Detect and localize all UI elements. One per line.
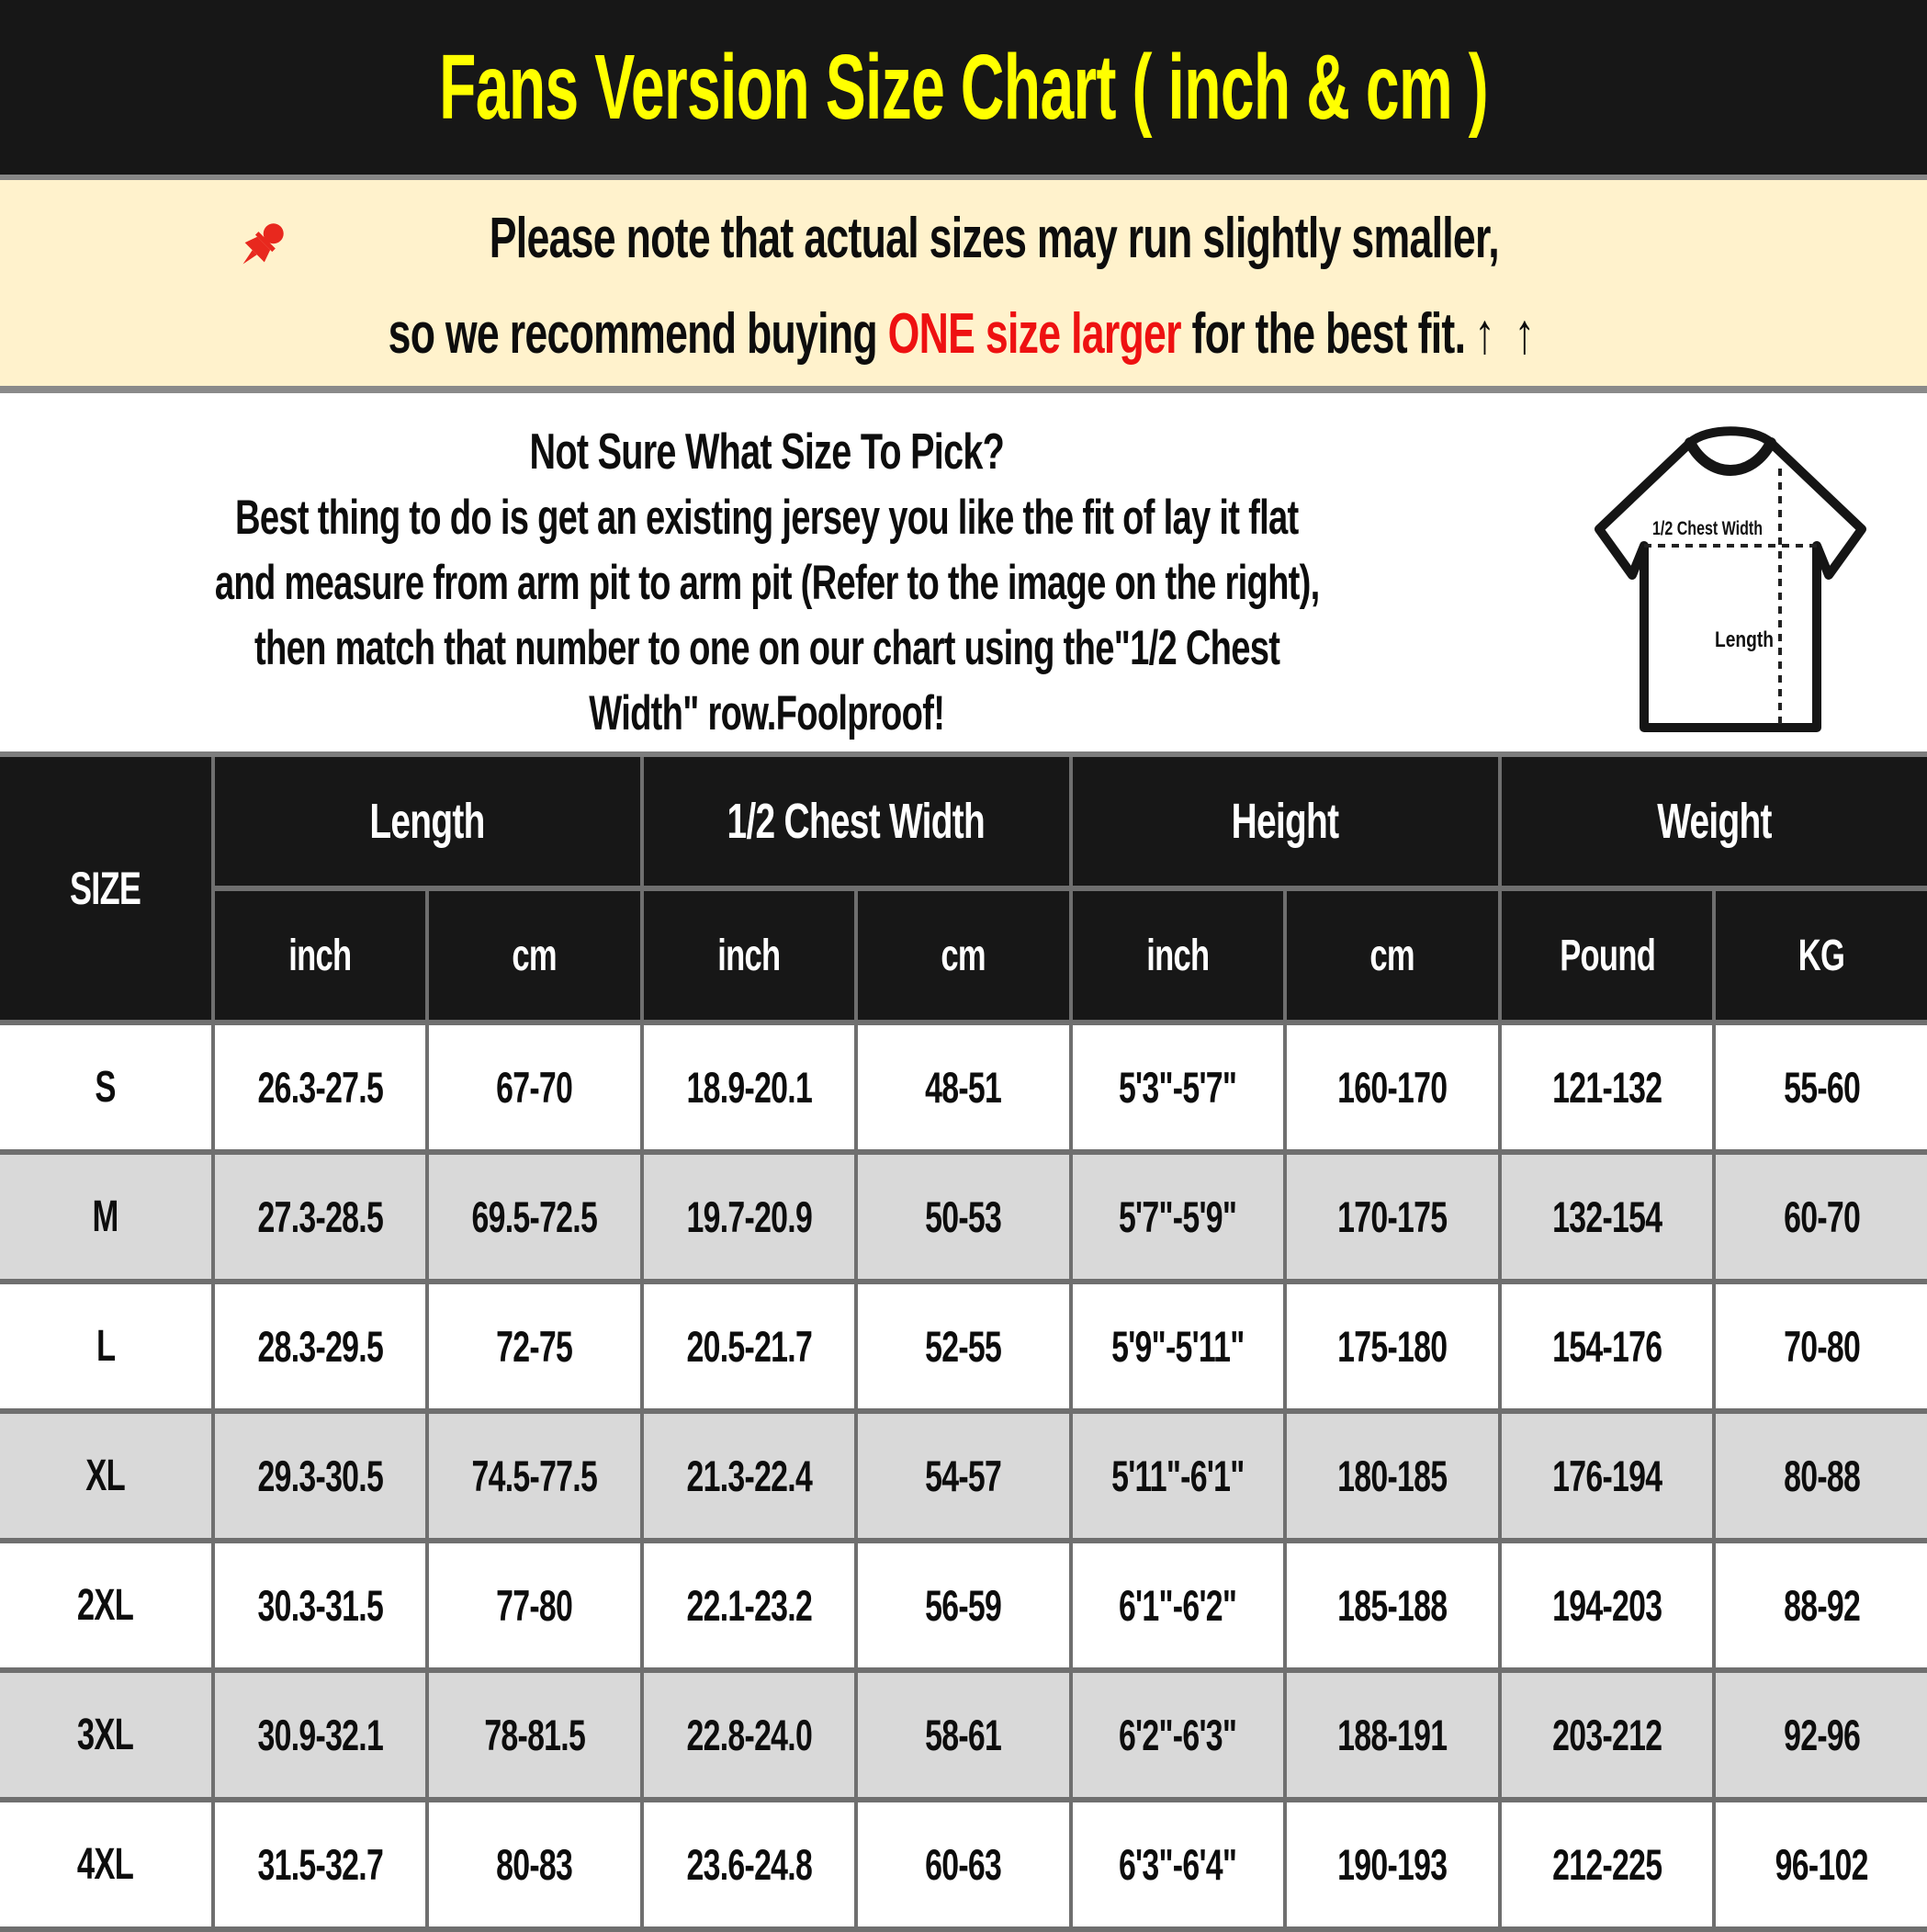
table-cell-4xl-3: 60-63 <box>858 1802 1069 1926</box>
note-text-2-suffix: for the best fit. <box>1180 301 1466 366</box>
table-cell-2xl-5: 185-188 <box>1287 1543 1498 1667</box>
size-guide <box>0 393 1927 751</box>
table-cell-l-5: 175-180 <box>1287 1284 1498 1408</box>
table-cell-l-0: 28.3-29.5 <box>215 1284 426 1408</box>
note-text-1: Please note that actual sizes may run slightly smaller, <box>489 206 1499 270</box>
table-cell-3xl-4: 6'2"-6'3" <box>1073 1673 1284 1797</box>
table-cell-xl-0: 29.3-30.5 <box>215 1414 426 1538</box>
table-cell-s-4: 5'3"-5'7" <box>1073 1025 1284 1149</box>
size-cell-s: S <box>0 1025 211 1149</box>
table-header-1-2-chest-width: 1/2 Chest Width <box>644 757 1069 886</box>
tshirt-diagram <box>1592 423 1869 737</box>
guide-text <box>0 393 1534 751</box>
table-cell-3xl-3: 58-61 <box>858 1673 1069 1797</box>
recommendation-note <box>0 180 1927 386</box>
size-cell-3xl: 3XL <box>0 1673 211 1797</box>
table-subheader-length-inch: inch <box>215 891 426 1020</box>
table-cell-4xl-4: 6'3"-6'4" <box>1073 1802 1284 1926</box>
table-cell-2xl-1: 77-80 <box>429 1543 640 1667</box>
guide-line: then match that number to one on our chart using the"1/2 Chest <box>254 621 1280 675</box>
table-cell-xl-4: 5'11"-6'1" <box>1073 1414 1284 1538</box>
one-size-larger-highlight: ONE size larger <box>887 301 1181 366</box>
table-cell-m-1: 69.5-72.5 <box>429 1155 640 1279</box>
pushpin-icon <box>232 216 291 275</box>
table-cell-m-3: 50-53 <box>858 1155 1069 1279</box>
table-cell-l-7: 70-80 <box>1716 1284 1927 1408</box>
table-cell-3xl-1: 78-81.5 <box>429 1673 640 1797</box>
table-cell-xl-1: 74.5-77.5 <box>429 1414 640 1538</box>
size-cell-4xl: 4XL <box>0 1802 211 1926</box>
table-cell-s-7: 55-60 <box>1716 1025 1927 1149</box>
table-cell-xl-7: 80-88 <box>1716 1414 1927 1538</box>
table-header-weight: Weight <box>1502 757 1927 886</box>
table-cell-3xl-6: 203-212 <box>1502 1673 1713 1797</box>
table-cell-s-3: 48-51 <box>858 1025 1069 1149</box>
table-cell-3xl-7: 92-96 <box>1716 1673 1927 1797</box>
note-line-2 <box>164 286 1763 381</box>
size-column-header: SIZE <box>0 757 211 1020</box>
up-arrows: ↑ ↑ <box>1474 301 1539 366</box>
table-cell-l-2: 20.5-21.7 <box>644 1284 855 1408</box>
table-cell-m-4: 5'7"-5'9" <box>1073 1155 1284 1279</box>
table-cell-s-5: 160-170 <box>1287 1025 1498 1149</box>
table-cell-l-3: 52-55 <box>858 1284 1069 1408</box>
table-cell-l-1: 72-75 <box>429 1284 640 1408</box>
table-cell-4xl-2: 23.6-24.8 <box>644 1802 855 1926</box>
chest-width-label: 1/2 Chest Width <box>1652 518 1764 539</box>
table-cell-3xl-2: 22.8-24.0 <box>644 1673 855 1797</box>
table-cell-s-2: 18.9-20.1 <box>644 1025 855 1149</box>
table-header-height: Height <box>1073 757 1498 886</box>
table-header-length: Length <box>215 757 640 886</box>
table-cell-4xl-6: 212-225 <box>1502 1802 1713 1926</box>
table-cell-l-4: 5'9"-5'11" <box>1073 1284 1284 1408</box>
table-cell-m-0: 27.3-28.5 <box>215 1155 426 1279</box>
table-cell-m-6: 132-154 <box>1502 1155 1713 1279</box>
size-cell-2xl: 2XL <box>0 1543 211 1667</box>
table-cell-xl-3: 54-57 <box>858 1414 1069 1538</box>
table-cell-3xl-5: 188-191 <box>1287 1673 1498 1797</box>
table-cell-s-1: 67-70 <box>429 1025 640 1149</box>
table-cell-s-6: 121-132 <box>1502 1025 1713 1149</box>
table-cell-2xl-4: 6'1"-6'2" <box>1073 1543 1284 1667</box>
size-cell-l: L <box>0 1284 211 1408</box>
note-text-2 <box>389 301 1539 367</box>
table-subheader-1-2-chest-width-inch: inch <box>644 891 855 1020</box>
divider <box>0 386 1927 393</box>
table-cell-l-6: 154-176 <box>1502 1284 1713 1408</box>
table-subheader-height-cm: cm <box>1287 891 1498 1020</box>
guide-line: Best thing to do is get an existing jersey you like the fit of lay it flat <box>235 491 1299 545</box>
table-cell-2xl-6: 194-203 <box>1502 1543 1713 1667</box>
note-text-2-prefix: so we recommend buying <box>388 301 888 366</box>
tshirt-diagram-wrap <box>1534 393 1927 751</box>
size-cell-m: M <box>0 1155 211 1279</box>
table-cell-xl-2: 21.3-22.4 <box>644 1414 855 1538</box>
guide-line: Width" row.Foolproof! <box>589 686 945 740</box>
title-banner <box>0 0 1927 175</box>
table-subheader-length-cm: cm <box>429 891 640 1020</box>
table-cell-4xl-0: 31.5-32.7 <box>215 1802 426 1926</box>
chart-title: Fans Version Size Chart ( inch & cm ) <box>439 35 1488 139</box>
table-cell-m-7: 60-70 <box>1716 1155 1927 1279</box>
table-cell-xl-5: 180-185 <box>1287 1414 1498 1538</box>
size-table <box>0 751 1927 1932</box>
note-line-1 <box>232 190 1696 286</box>
table-subheader-height-inch: inch <box>1073 891 1284 1020</box>
guide-heading: Not Sure What Size To Pick? <box>529 423 1005 480</box>
table-cell-m-2: 19.7-20.9 <box>644 1155 855 1279</box>
table-subheader-weight-kg: KG <box>1716 891 1927 1020</box>
table-cell-m-5: 170-175 <box>1287 1155 1498 1279</box>
table-cell-4xl-7: 96-102 <box>1716 1802 1927 1926</box>
guide-line: and measure from arm pit to arm pit (Refer to the image on the right), <box>214 556 1320 610</box>
size-cell-xl: XL <box>0 1414 211 1538</box>
table-subheader-weight-pound: Pound <box>1502 891 1713 1020</box>
table-cell-3xl-0: 30.9-32.1 <box>215 1673 426 1797</box>
table-cell-2xl-3: 56-59 <box>858 1543 1069 1667</box>
table-cell-2xl-7: 88-92 <box>1716 1543 1927 1667</box>
table-cell-s-0: 26.3-27.5 <box>215 1025 426 1149</box>
table-cell-4xl-1: 80-83 <box>429 1802 640 1926</box>
table-cell-2xl-2: 22.1-23.2 <box>644 1543 855 1667</box>
length-label: Length <box>1715 627 1775 652</box>
table-subheader-1-2-chest-width-cm: cm <box>858 891 1069 1020</box>
table-cell-2xl-0: 30.3-31.5 <box>215 1543 426 1667</box>
table-cell-xl-6: 176-194 <box>1502 1414 1713 1538</box>
table-cell-4xl-5: 190-193 <box>1287 1802 1498 1926</box>
